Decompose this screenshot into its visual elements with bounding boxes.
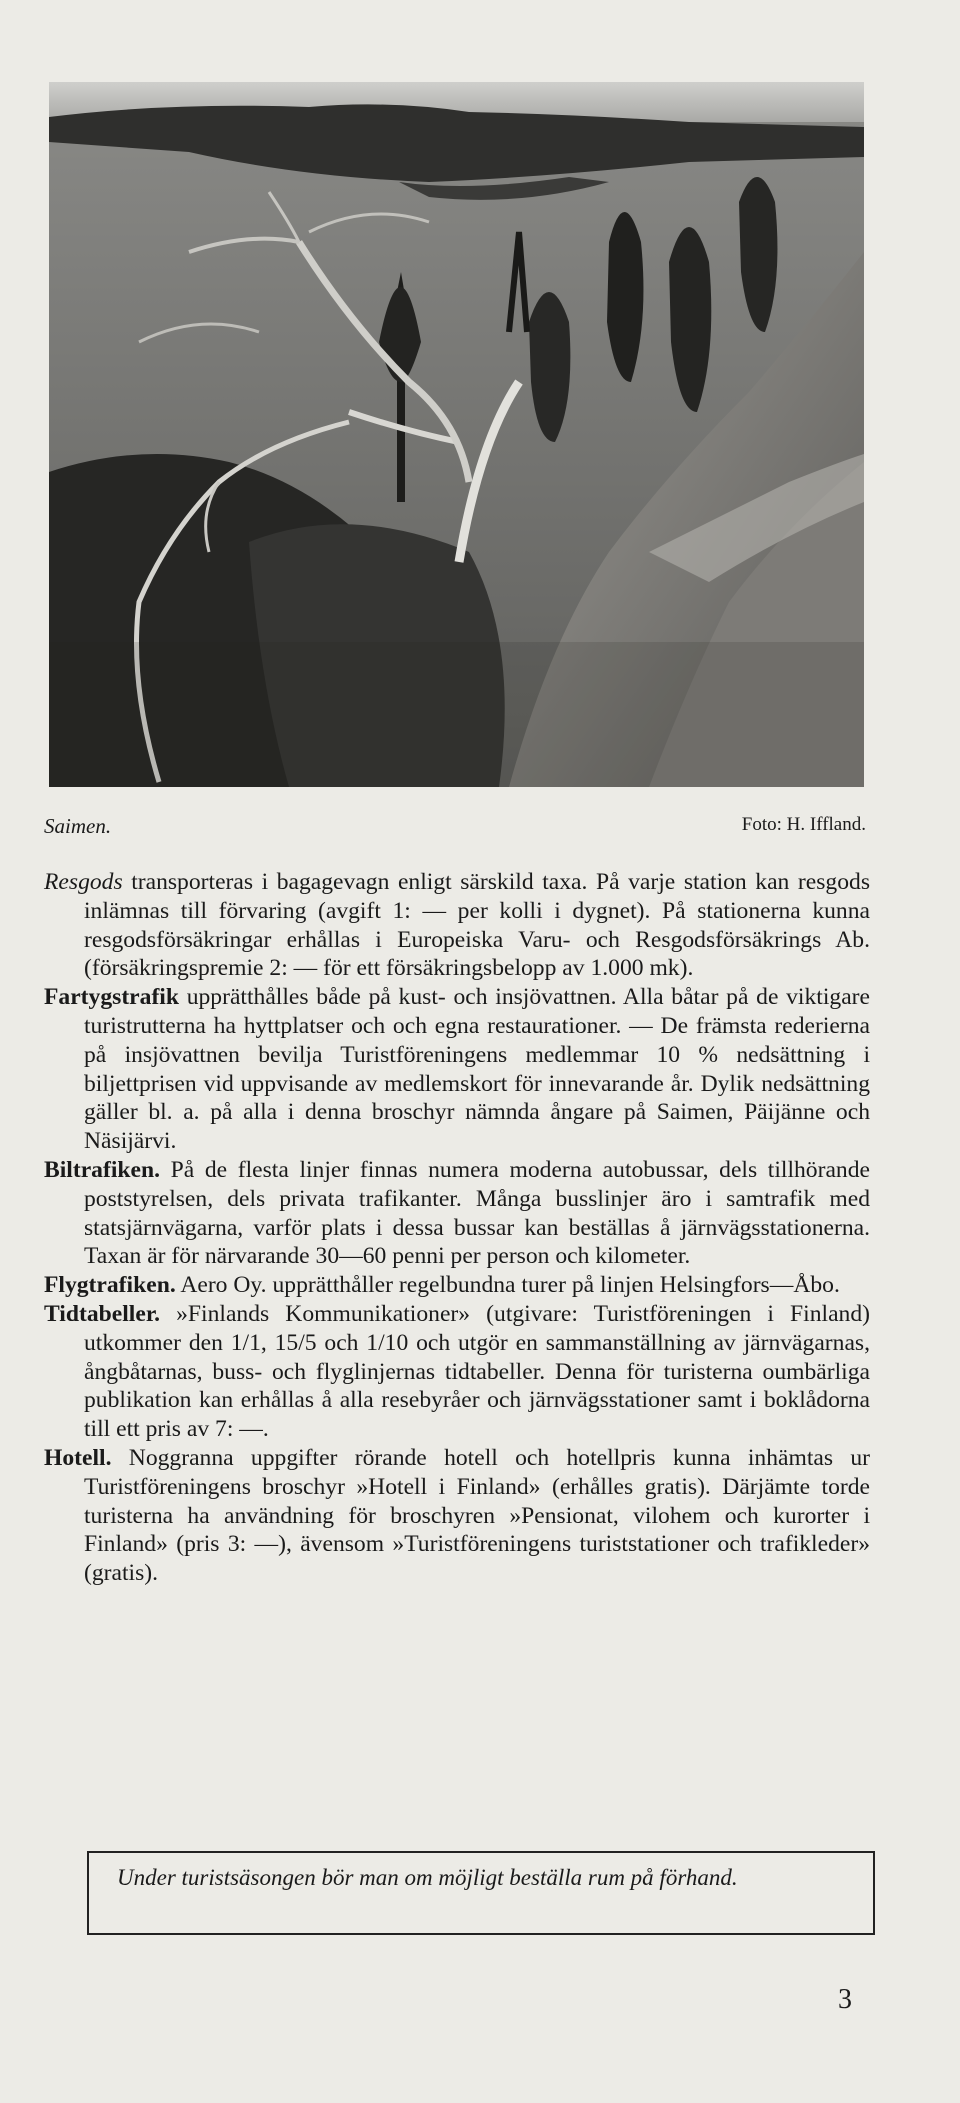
body-text — [44, 868, 870, 1588]
paragraph-text: transporteras i bagagevagn enligt särskild taxa. På varje station kan resgods inlämnas till förvaring (avgift 1: — per kolli i dygnet). På stationerna kunna resgodsförsäkringar erhållas i Europeiska Varu- och Resgodsförsäkrings Ab. (försäkringspremie 2: — för ett försäkringsbelopp av 1.000 mk). — [84, 869, 870, 982]
page-number: 3 — [838, 1984, 852, 2015]
paragraph-biltrafiken — [44, 1156, 870, 1271]
reservation-notice-text: Under turistsäsongen bör man om möjligt beställa rum på förhand. — [117, 1865, 738, 1890]
photo-credit: Foto: H. Iffland. — [741, 814, 866, 835]
paragraph-text: Noggranna uppgifter rörande hotell och hotellpris kunna inhämtas ur Turistföreningens broschyr »Hotell i Finland» (erhålles gratis). Därjämte torde turisterna ha användning för broschyren »Pensionat, vilohem och kurorter i Finland» (pris 3: —), ävensom »Turistföreningens turiststationer och trafikleder» (gratis). — [84, 1444, 870, 1587]
paragraph-lead: Biltrafiken. — [44, 1156, 160, 1183]
paragraph-hotell — [44, 1444, 870, 1588]
paragraph-lead: Resgods — [44, 869, 123, 895]
paragraph-text: På de flesta linjer finnas numera moderna autobussar, dels tillhörande poststyrelsen, dels privata trafikanter. Många busslinjer äro i samtrafik med statsjärnvägarna, varför plats i dessa bussar kan beställas å järnvägsstationerna. Taxan är för närvarande 30—60 penni per person och kilometer. — [84, 1156, 870, 1270]
paragraph-tidtabeller — [44, 1300, 870, 1444]
landscape-photo — [49, 82, 864, 787]
paragraph-flygtrafiken — [44, 1271, 870, 1300]
photo-caption: Saimen. — [44, 814, 112, 838]
lake-landscape-illustration — [49, 82, 864, 787]
paragraph-text: »Finlands Kommunikationer» (utgivare: Turistföreningen i Finland) utkommer den 1/1, 15/5 och 1/10 och utgör en sammanställning av järnvägarnas, ångbåtarnas, buss- och flyglinjernas tidtabeller. Denna för turisterna oumbärliga publikation kan erhållas å alla resebyråer och järnvägsstationer samt i boklådorna till ett pris av 7: —. — [84, 1300, 870, 1443]
photo-caption-row — [44, 814, 866, 844]
paragraph-text: upprätthålles både på kust- och insjövattnen. Alla båtar på de viktigare turistrutterna ha hyttplatser och och egna restaurationer. — De främsta rederierna på insjövattnen bevilja Turistföreningens medlemmar 10 % nedsättning i biljettprisen vid uppvisande av medlemskort för innevarande år. Dylik nedsättning gäller bl. a. på alla i denna broschyr nämnda ångare på Saimen, Päijänne och Näsijärvi. — [84, 984, 870, 1155]
paragraph-fartygstrafik — [44, 983, 870, 1156]
paragraph-lead: Hotell. — [44, 1444, 112, 1471]
paragraph-lead: Flygtrafiken. — [44, 1272, 176, 1299]
paragraph-lead: Tidtabeller. — [44, 1300, 161, 1327]
paragraph-lead: Fartygstrafik — [44, 984, 179, 1011]
paragraph-text: Aero Oy. upprätthåller regelbundna turer på linjen Helsingfors—Åbo. — [175, 1272, 840, 1299]
paragraph-resgods — [44, 868, 870, 983]
reservation-notice-box — [87, 1851, 875, 1935]
